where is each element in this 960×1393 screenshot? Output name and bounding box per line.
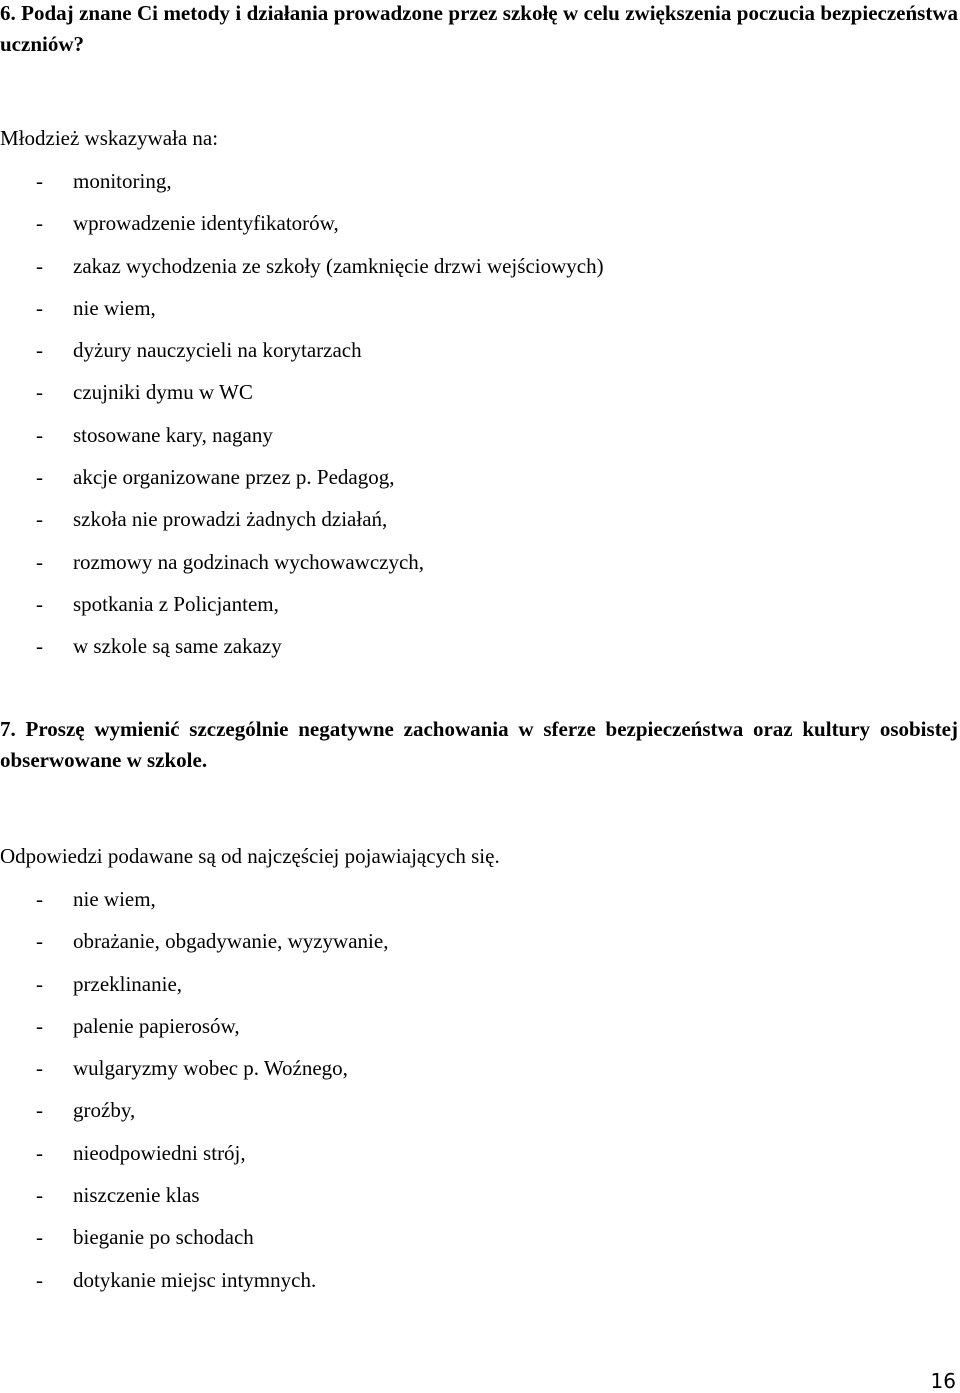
page-number: 16 (930, 1369, 956, 1393)
list-dash: - (36, 338, 43, 363)
list-dash: - (36, 971, 43, 996)
list-dash: - (36, 295, 43, 320)
list-dash: - (36, 1140, 43, 1165)
list-dash: - (36, 1225, 43, 1250)
list-item-text: spotkania z Policjantem, (73, 591, 279, 616)
list-item-text: palenie papierosów, (73, 1013, 240, 1038)
list-item-text: akcje organizowane przez p. Pedagog, (73, 465, 395, 490)
list-item-text: nieodpowiedni strój, (73, 1140, 246, 1165)
list-item-text: dyżury nauczycieli na korytarzach (73, 338, 362, 363)
list-dash: - (36, 380, 43, 405)
list-item-text: zakaz wychodzenia ze szkoły (zamknięcie drzwi wejściowych) (73, 253, 604, 278)
list-item-text: nie wiem, (73, 295, 156, 320)
question-6-intro: Młodzież wskazywała na: (0, 126, 219, 150)
list-item-text: czujniki dymu w WC (73, 380, 253, 405)
list-dash: - (36, 1267, 43, 1292)
list-dash: - (36, 591, 43, 616)
list-item-text: bieganie po schodach (73, 1225, 254, 1250)
list-dash: - (36, 169, 43, 193)
list-dash: - (36, 929, 43, 954)
list-dash: - (36, 1098, 43, 1123)
list-dash: - (36, 887, 43, 911)
list-dash: - (36, 422, 43, 447)
list-dash: - (36, 1056, 43, 1081)
list-item-text: nie wiem, (73, 887, 156, 911)
list-item-text: rozmowy na godzinach wychowawczych, (73, 549, 425, 574)
list-item-text: wprowadzenie identyfikatorów, (73, 211, 339, 236)
list-item-text: szkoła nie prowadzi żadnych działań, (73, 507, 388, 532)
list-dash: - (36, 211, 43, 236)
list-dash: - (36, 465, 43, 490)
list-item-text: monitoring, (73, 169, 172, 193)
list-dash: - (36, 253, 43, 278)
list-item-text: dotykanie miejsc intymnych. (73, 1267, 317, 1292)
list-item-text: przeklinanie, (73, 971, 183, 996)
list-item-text: wulgaryzmy wobec p. Woźnego, (73, 1056, 348, 1081)
question-6-heading: 6. Podaj znane Ci metody i działania prowadzone przez szkołę w celu zwiększenia poczucia bezpieczeństwa uczniów? (0, 1, 958, 56)
list-dash: - (36, 1013, 43, 1038)
list-item-text: stosowane kary, nagany (73, 422, 273, 447)
list-dash: - (36, 507, 43, 532)
list-dash: - (36, 1183, 43, 1208)
list-dash: - (36, 634, 43, 659)
list-item-text: w szkole są same zakazy (73, 634, 282, 659)
list-item-text: niszczenie klas (73, 1183, 200, 1208)
list-dash: - (36, 549, 43, 574)
question-7-intro: Odpowiedzi podawane są od najczęściej pojawiających się. (0, 844, 500, 868)
list-item-text: groźby, (73, 1098, 136, 1123)
list-item-text: obrażanie, obgadywanie, wyzywanie, (73, 929, 389, 954)
question-7-heading: 7. Proszę wymienić szczególnie negatywne zachowania w sferze bezpieczeństwa oraz kultury osobistej obserwowane w szkole. (0, 717, 958, 772)
